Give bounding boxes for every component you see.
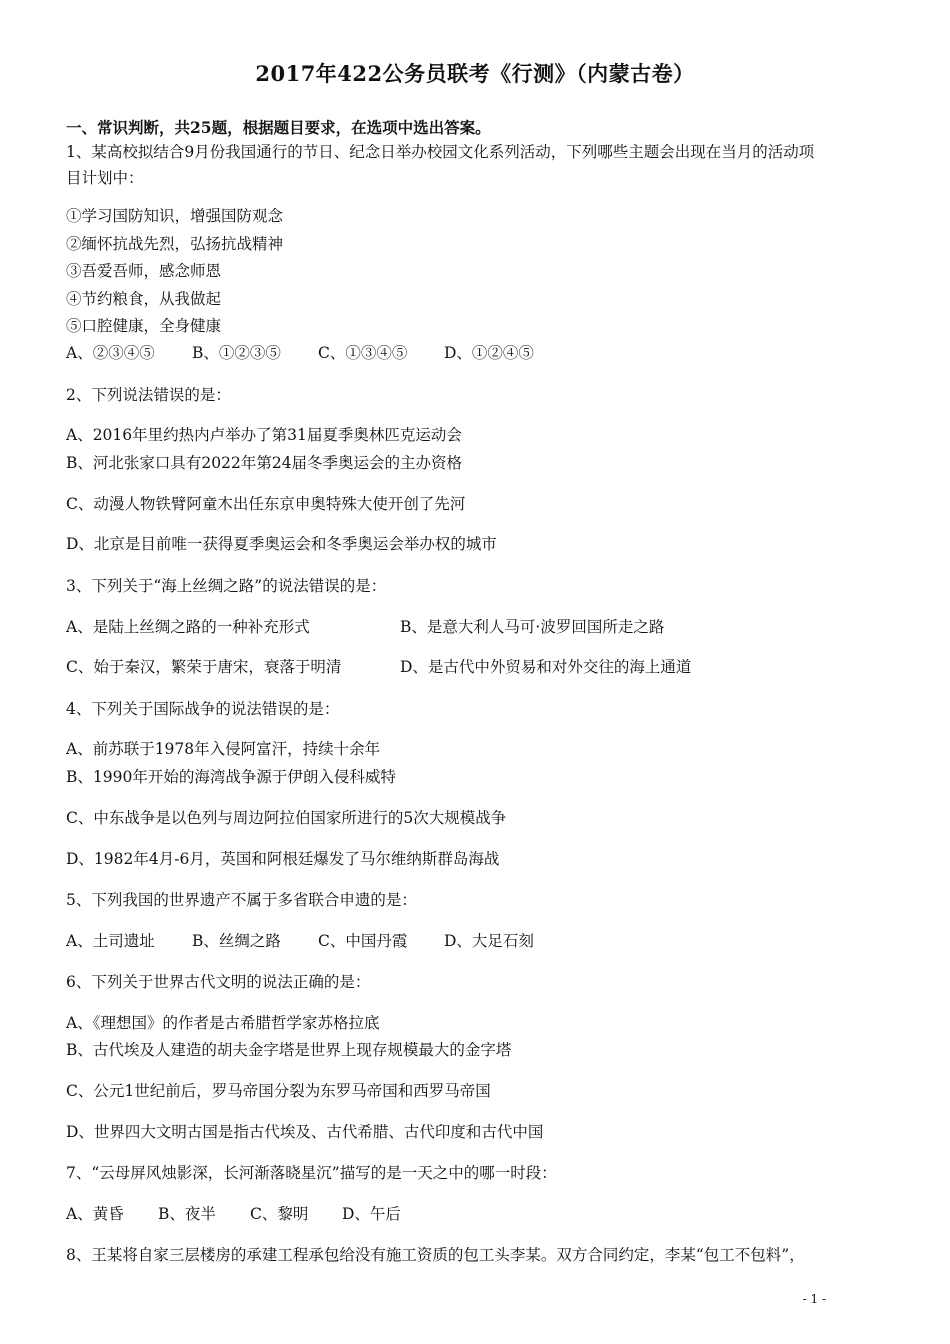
question-4-option-b: B、1990年开始的海湾战争源于伊朗入侵科威特 xyxy=(66,768,396,786)
question-7-stem: 7、“云母屏风烛影深，长河渐落晓星沉”描写的是一天之中的哪一时段： xyxy=(66,1164,557,1182)
question-6-option-a: A、《理想国》的作者是古希腊哲学家苏格拉底 xyxy=(66,1014,380,1032)
question-1-stem: 1、某高校拟结合9月份我国通行的节日、纪念日举办校园文化系列活动，下列哪些主题会出现在当月的活动项 xyxy=(66,143,815,161)
option-c: C、中国丹霞 xyxy=(318,932,408,950)
question-3-stem: 3、下列关于“海上丝绸之路”的说法错误的是： xyxy=(66,577,387,595)
page-number: - 1 - xyxy=(802,1292,826,1306)
question-2-option-d: D、北京是目前唯一获得夏季奥运会和冬季奥运会举办权的城市 xyxy=(66,535,497,553)
option-b: B、夜半 xyxy=(158,1205,216,1223)
option-b: B、①②③⑤ xyxy=(192,344,281,362)
question-3-option-d: D、是古代中外贸易和对外交往的海上通道 xyxy=(400,658,692,676)
question-5-stem: 5、下列我国的世界遗产不属于多省联合申遗的是： xyxy=(66,891,417,909)
question-4-option-c: C、中东战争是以色列与周边阿拉伯国家所进行的5次大规模战争 xyxy=(66,809,507,827)
question-1-item: ④节约粮食，从我做起 xyxy=(66,290,222,308)
page-title: 2017年422公务员联考《行测》（内蒙古卷） xyxy=(255,61,695,86)
question-6-option-c: C、公元1世纪前后，罗马帝国分裂为东罗马帝国和西罗马帝国 xyxy=(66,1082,491,1100)
question-1-options xyxy=(66,343,534,363)
option-c: C、黎明 xyxy=(250,1205,309,1223)
question-6-option-d: D、世界四大文明古国是指古代埃及、古代希腊、古代印度和古代中国 xyxy=(66,1123,544,1141)
question-8-stem: 8、王某将自家三层楼房的承建工程承包给没有施工资质的包工头李某。双方合同约定，李某“包工不包料”， xyxy=(66,1246,805,1264)
option-b: B、丝绸之路 xyxy=(192,932,281,950)
question-1-item: ①学习国防知识，增强国防观念 xyxy=(66,207,284,225)
question-2-option-a: A、2016年里约热内卢举办了第31届夏季奥林匹克运动会 xyxy=(66,426,462,444)
question-1-item: ③吾爱吾师，感念师恩 xyxy=(66,262,222,280)
question-6-option-b: B、古代埃及人建造的胡夫金字塔是世界上现存规模最大的金字塔 xyxy=(66,1041,512,1059)
option-a: A、土司遗址 xyxy=(66,932,155,950)
question-4-stem: 4、下列关于国际战争的说法错误的是： xyxy=(66,700,340,718)
section-heading: 一、常识判断，共25题，根据题目要求，在选项中选出答案。 xyxy=(66,118,491,137)
question-6-stem: 6、下列关于世界古代文明的说法正确的是： xyxy=(66,973,371,991)
question-4-option-a: A、前苏联于1978年入侵阿富汗，持续十余年 xyxy=(66,740,381,758)
option-a: A、黄昏 xyxy=(66,1205,124,1223)
question-2-stem: 2、下列说法错误的是： xyxy=(66,386,231,404)
question-1-item: ⑤口腔健康，全身健康 xyxy=(66,317,222,335)
question-2-option-c: C、动漫人物铁臂阿童木出任东京申奥特殊大使开创了先河 xyxy=(66,495,466,513)
question-3-option-c: C、始于秦汉，繁荣于唐宋，衰落于明清 xyxy=(66,658,342,676)
question-3-option-b: B、是意大利人马可·波罗回国所走之路 xyxy=(400,618,665,636)
question-3-option-a: A、是陆上丝绸之路的一种补充形式 xyxy=(66,618,310,636)
option-c: C、①③④⑤ xyxy=(318,344,408,362)
question-1-item: ②缅怀抗战先烈，弘扬抗战精神 xyxy=(66,235,284,253)
question-7-options xyxy=(66,1204,401,1224)
question-4-option-d: D、1982年4月-6月，英国和阿根廷爆发了马尔维纳斯群岛海战 xyxy=(66,850,500,868)
question-2-option-b: B、河北张家口具有2022年第24届冬季奥运会的主办资格 xyxy=(66,454,463,472)
question-1-stem-cont: 目计划中： xyxy=(66,169,144,187)
question-5-options xyxy=(66,931,534,951)
option-d: D、大足石刻 xyxy=(444,932,534,950)
option-d: D、午后 xyxy=(342,1205,401,1223)
option-d: D、①②④⑤ xyxy=(444,344,534,362)
option-a: A、②③④⑤ xyxy=(66,344,155,362)
